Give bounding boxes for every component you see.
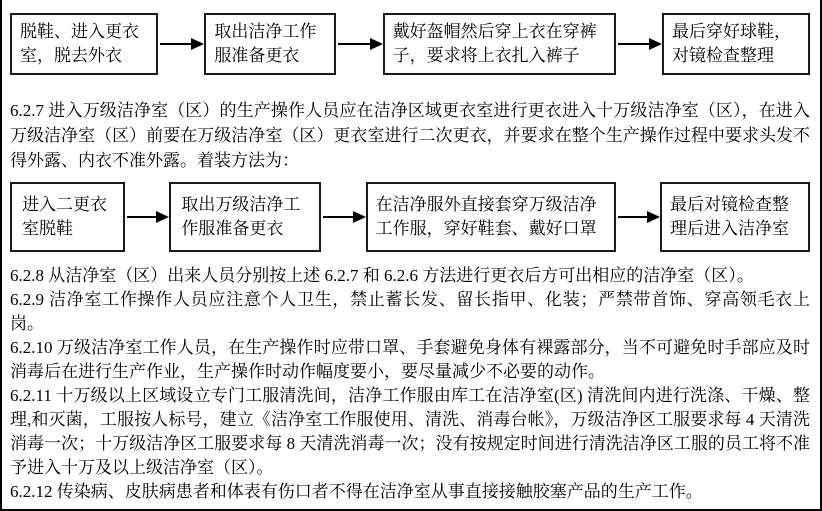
flow-step-label: 最后对镜检查整理后进入洁净室 [669, 195, 789, 238]
flow-step-label: 进入二更衣室脱鞋 [22, 195, 107, 238]
flow-step-box [660, 182, 810, 252]
clause-6-2-9: 6.2.9 洁净室工作操作人员应注意个人卫生，禁止蓄长发、留长指甲、化装；严禁带首饰、穿高领毛衣上岗。 [10, 290, 810, 333]
arrow-right-icon [160, 43, 202, 45]
flowchart-gowning-bottom [10, 181, 810, 253]
flow-step-label: 戴好盔帽然后穿上衣在穿裤子，要求将上衣扎入裤子 [392, 22, 597, 65]
flow-step-box [383, 13, 616, 75]
flow-step-box [204, 13, 336, 75]
arrow-right-icon [338, 43, 380, 45]
arrow-right-icon [618, 216, 658, 218]
flowchart-gowning-top [10, 12, 810, 76]
flow-step-box [366, 182, 616, 252]
flow-step-label: 取出万级洁净工作服准备更衣 [181, 195, 301, 238]
flow-step-box [662, 13, 810, 75]
flow-step-box [169, 182, 321, 252]
flow-step-label: 取出洁净工作服准备更衣 [214, 22, 317, 65]
arrow-right-icon [127, 216, 167, 218]
clauses-block [10, 264, 810, 504]
clause-6-2-8: 6.2.8 从洁净室（区）出来人员分别按上述 6.2.7 和 6.2.6 方法进行更衣后方可出相应的洁净室（区）。 [10, 266, 754, 285]
clause-6-2-7: 6.2.7 进入万级洁净室（区）的生产操作人员应在洁净区域更衣室进行更衣进入十万级洁净室（区），在进入万级洁净室（区）前要在万级洁净室（区）更衣室进行二次更衣，并要求在整个生产操作过程中要求头发不得外露、内衣不准外露。着装方法为： [10, 101, 810, 170]
flow-step-box [10, 182, 125, 252]
arrow-right-icon [323, 216, 363, 218]
flow-step-label: 脱鞋、进入更衣室，脱去外衣 [20, 22, 139, 65]
clause-6-2-10: 6.2.10 万级洁净室工作人员，在生产操作时应带口罩、手套避免身体有裸露部分，当不可避免时手部应及时消毒后在进行生产作业，生产操作时动作幅度要小，要尽量减少不必要的动作。 [10, 338, 810, 381]
arrow-right-icon [618, 43, 660, 45]
clause-6-2-11: 6.2.11 十万级以上区域设立专门工服清洗间，洁净工作服由库工在洁净室(区) 清洗间内进行洗涤、干燥、整理,和灭菌，工服按人标号，建立《洁净室工作服使用、清洗、消毒台帐》，万级洁净区工服要求每 4 天清洗消毒一次；十万级洁净区工服要求每 8 天清洗消毒一次；没有按规定时间进行清洗洁净区工服的员工将不准予进入十万及以上级洁净室（区）。 [10, 386, 810, 477]
flow-step-label: 在洁净服外直接套穿万级洁净工作服，穿好鞋套、戴好口罩 [375, 195, 597, 238]
flow-step-label: 最后穿好球鞋，对镜检查整理 [671, 22, 791, 65]
clause-6-2-12: 6.2.12 传染病、皮肤病患者和体表有伤口者不得在洁净室从事直接接触胶塞产品的生产工作。 [10, 482, 703, 501]
flow-step-box [10, 13, 158, 75]
